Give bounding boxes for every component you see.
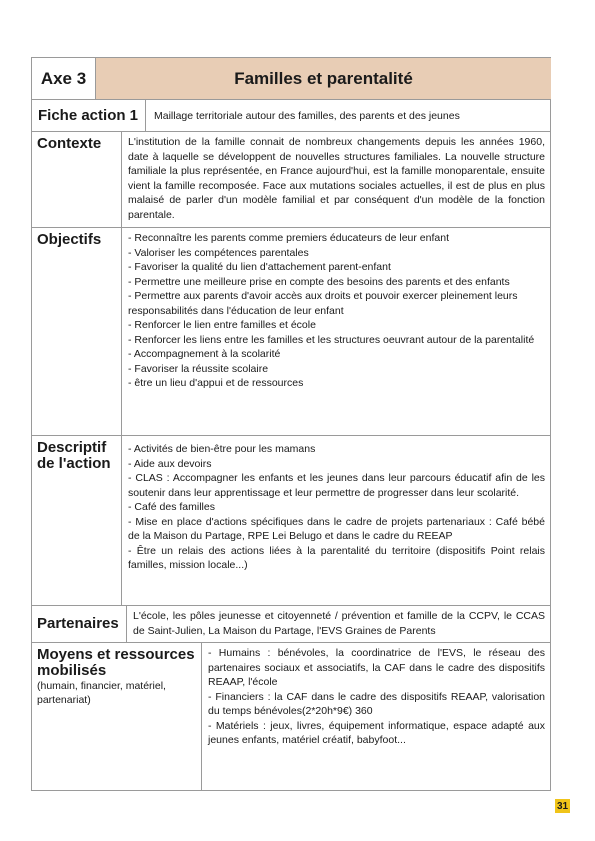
list-item: - Humains : bénévoles, la coordinatrice de l'EVS, le réseau des partenaires sociaux et associatifs, la CAF dans le cadre des dispositifs REAAP, l'école bbox=[208, 647, 545, 688]
moyens-label bbox=[32, 643, 202, 791]
axe-title: Familles et parentalité bbox=[96, 58, 551, 100]
list-item: - Accompagnement à la scolarité bbox=[128, 348, 281, 360]
list-item: - Activités de bien-être pour les mamans bbox=[128, 443, 316, 455]
contexte-content bbox=[122, 132, 551, 228]
contexte-text: L'institution de la famille connait de nombreux changements depuis les années 1960, date à laquelle se développent de nouvelles structures familiales. La nouvelle structure familiale la plus représentée, en France aujourd'hui, est la famille monoparentale, ensuite vient la famille recomposée. Face aux mutations sociales actuelles, il est de plus en plus malaisé de parler d'un modèle familial et par conséquent d'un modèle de la fonction parentale. bbox=[128, 136, 545, 221]
partenaires-label: Partenaires bbox=[32, 606, 127, 643]
descriptif-label-line2: de l'action bbox=[37, 455, 111, 472]
list-item: - Aide aux devoirs bbox=[128, 457, 212, 470]
list-item: - Financiers : la CAF dans le cadre des dispositifs REAAP, valorisation du temps bénévoles(2*20h*9€) 360 bbox=[208, 690, 545, 717]
list-item: - CLAS : Accompagner les enfants et les jeunes dans leur parcours éducatif afin de les soutenir dans leur apprentissage et leur permettre de progresser dans leur scolarité. bbox=[128, 472, 545, 499]
list-item: - être un lieu d'appui et de ressources bbox=[128, 377, 304, 389]
list-item: - Favoriser la réussite scolaire bbox=[128, 362, 269, 375]
fiche-action-label: Fiche action 1 bbox=[32, 100, 146, 132]
objectifs-label: Objectifs bbox=[32, 228, 122, 436]
descriptif-label-line1: Descriptif bbox=[37, 439, 107, 456]
partenaires-text: L'école, les pôles jeunesse et citoyenneté / prévention et famille de la CCPV, le CCAS de Saint-Julien, La Maison du Partage, l'EVS Graines de Parents bbox=[133, 610, 545, 637]
action-sheet-table bbox=[31, 57, 551, 791]
list-item: - Permettre aux parents d'avoir accès aux droits et pouvoir exercer pleinement leurs responsabilités dans l'éducation de leur enfant bbox=[128, 290, 518, 317]
list-item: - Reconnaître les parents comme premiers éducateurs de leur enfant bbox=[128, 232, 449, 244]
list-item: - Renforcer les liens entre les familles et les structures oeuvrant autour de la parentalité bbox=[128, 333, 535, 346]
axe-label: Axe 3 bbox=[32, 58, 96, 100]
list-item: - Favoriser la qualité du lien d'attachement parent-enfant bbox=[128, 261, 391, 273]
moyens-sublabel: (humain, financier, matériel, partenariat) bbox=[37, 680, 166, 706]
list-item: - Mise en place d'actions spécifiques dans le cadre de projets partenariaux : Café bébé de la Maison du Partage, RPE Lei Belugo et dans le cadre du REEAP bbox=[128, 515, 545, 542]
objectifs-content bbox=[122, 228, 551, 436]
moyens-title: Moyens et ressources mobilisés bbox=[37, 646, 195, 679]
list-item: - Café des familles bbox=[128, 501, 215, 513]
page-number: 31 bbox=[556, 800, 569, 812]
partenaires-content bbox=[127, 606, 551, 643]
list-item: - Valoriser les compétences parentales bbox=[128, 246, 309, 259]
contexte-label: Contexte bbox=[32, 132, 122, 228]
fiche-action-text: Maillage territoriale autour des familles, des parents et des jeunes bbox=[146, 100, 551, 132]
descriptif-content bbox=[122, 436, 551, 606]
descriptif-label bbox=[32, 436, 122, 606]
list-item: - Être un relais des actions liées à la parentalité du territoire (dispositifs Point relais familles, mission locale...) bbox=[128, 544, 545, 571]
moyens-content bbox=[202, 643, 551, 791]
list-item: - Permettre une meilleure prise en compte des besoins des parents et des enfants bbox=[128, 275, 510, 288]
list-item: - Matériels : jeux, livres, équipement informatique, espace adapté aux jeunes enfants, matériel créatif, babyfoot... bbox=[208, 719, 545, 746]
list-item: - Renforcer le lien entre familles et école bbox=[128, 319, 316, 331]
